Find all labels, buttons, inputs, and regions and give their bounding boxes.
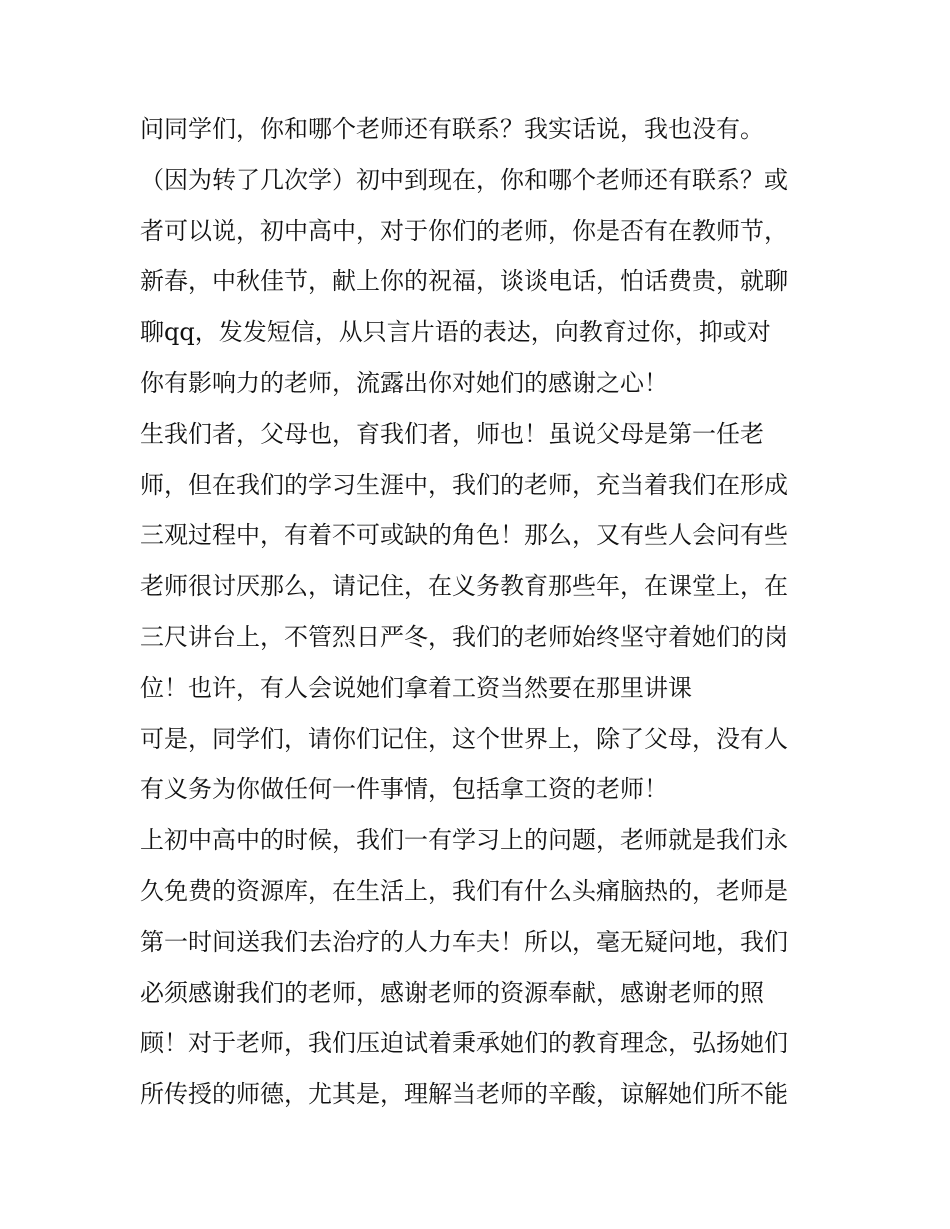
text-line: 生我们者，父母也，育我们者，师也！虽说父母是第一任老: [140, 419, 764, 448]
text-line: 所传授的师德，尤其是，理解当老师的辛酸，谅解她们所不能: [140, 1080, 788, 1109]
text-line: 三尺讲台上，不管烈日严冬，我们的老师始终坚守着她们的岗: [140, 622, 788, 651]
text-line: 顾！对于老师，我们压迫试着秉承她们的教育理念，弘扬她们: [140, 1029, 788, 1058]
text-line: 者可以说，初中高中，对于你们的老师，你是否有在教师节，: [140, 216, 788, 245]
text-line: 你有影响力的老师，流露出你对她们的感谢之心！: [140, 368, 668, 397]
text-line: 上初中高中的时候，我们一有学习上的问题，老师就是我们永: [140, 826, 788, 855]
text-line: 必须感谢我们的老师，感谢老师的资源奉献，感谢老师的照: [140, 978, 764, 1007]
text-line: 师，但在我们的学习生涯中，我们的老师，充当着我们在形成: [140, 470, 788, 499]
text-line: 久免费的资源库，在生活上，我们有什么头痛脑热的，老师是: [140, 876, 788, 905]
text-line: 第一时间送我们去治疗的人力车夫！所以，毫无疑问地，我们: [140, 927, 788, 956]
text-line: （因为转了几次学）初中到现在，你和哪个老师还有联系？或: [140, 165, 788, 194]
text-line: 聊qq，发发短信，从只言片语的表达，向教育过你，抑或对: [140, 318, 771, 347]
text-line: 老师很讨厌那么，请记住，在义务教育那些年，在课堂上，在: [140, 572, 788, 601]
text-line: 问同学们，你和哪个老师还有联系？我实话说，我也没有。: [140, 115, 764, 143]
text-line: 位！也许，有人会说她们拿着工资当然要在那里讲课: [140, 673, 692, 702]
text-line: 新春，中秋佳节，献上你的祝福，谈谈电话，怕话费贵，就聊: [140, 267, 788, 296]
document-body: [140, 104, 830, 1120]
text-line: 三观过程中，有着不可或缺的角色！那么，又有些人会问有些: [140, 521, 788, 550]
text-line: 可是，同学们，请你们记住，这个世界上，除了父母，没有人: [140, 724, 788, 753]
text-line: 有义务为你做任何一件事情，包括拿工资的老师！: [140, 775, 668, 804]
